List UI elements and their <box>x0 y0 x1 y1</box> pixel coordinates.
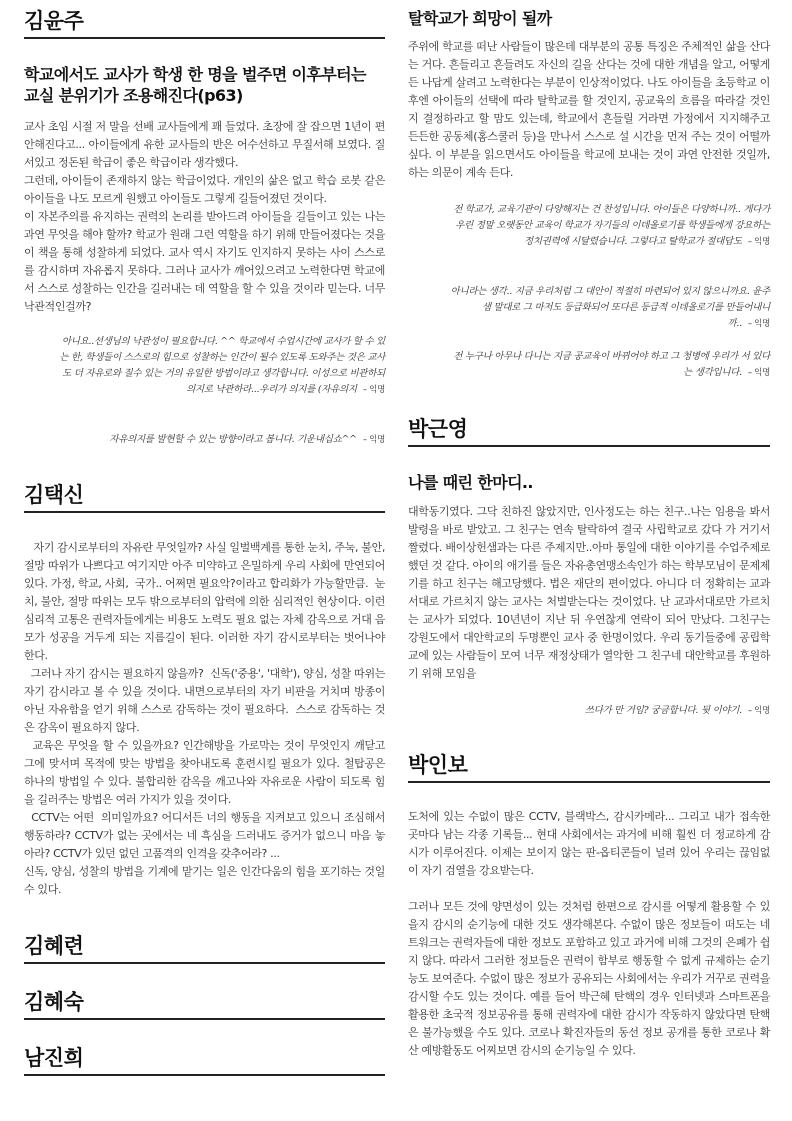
post-body-text: 교사 초임 시절 저 말을 선배 교사들에게 꽤 들었다. 초장에 잘 잡으면 1년이 편안해진다고... 아이들에게 유한 교사들의 반은 어수선하고 무질서해 보였다. 질서있고 정돈된 학급이 좋은 학급이라 생각했다. 그런데, 아이들이 존재하지 않는 학급이었다. 개인의 삶은 없고 학습 로봇 같은 아이들을 나도 모르게 원했고 아이들도 그렇게 길들어졌던 것이다. 이 자본주의를 유지하는 권력의 논리를 받아드려 아이들을 길들이고 있는 나는 과연 무엇을 해야 할까? 학교가 원래 그런 역할을 하기 위해 만들어졌다는 것을 이 책을 통해 성찰하게 되었다. 교사 역시 자기도 인지하지 못하는 사이 스스로를 감시하며 자유롭지 못하다. 그러나 교사가 깨어있으려고 노력한다면 학교에서 스스로 성찰하는 인간을 길러내는 데 역할을 할 수 있을 것이라 믿는다. 너무 낙관적인걸까? <box>24 120 385 313</box>
comment-author: – 익명 <box>747 319 770 329</box>
post-body <box>408 808 774 880</box>
section-heading: 박근영 <box>408 416 770 447</box>
section-park-geunyoung <box>408 416 770 447</box>
section-heading: 김혜숙 <box>24 989 385 1020</box>
post-title-text: 학교에서도 교사가 학생 한 명을 벌주면 이후부터는 교실 분위기가 조용해진다(p63) <box>24 65 366 105</box>
comment-text: 아니요..선생님의 낙관성이 필요합니다. ^^ 학교에서 수업시간에 교사가 할 수 있는 한, 학생들이 스스로의 힘으로 성찰하는 인간이 될수 있도록 도와주는 것은 교사도 더 자유로와 질수 있는 거의 유일한 방법이라고 생각합니다. 이성으로 비관하되 의지로 낙관하라...우리가 의지를 (자유의지 – 익명 <box>59 336 385 395</box>
section-heading: 김택신 <box>24 482 385 513</box>
post-title <box>24 64 385 106</box>
comment-author: – 익명 <box>747 237 770 247</box>
comment-text: 쓰다가 만 거임? 궁금합니다. 뒷 이야기. – 익명 <box>584 705 770 716</box>
post-body <box>24 118 385 316</box>
comment-author: – 익명 <box>362 385 385 395</box>
post-body-text: 대학동기였다. 그닥 친하진 않았지만, 인사정도는 하는 친구..나는 임용을 봐서 발령을 바로 받았고. 그 친구는 연속 탈락하여 결국 사립학교로 갔다 가 거기서 짤렸다. 배이상헌샘과는 다른 주제지만..아마 통일에 대한 이야기를 수업주제로 했던 것 같다. 아이의 애기를 들은 자유총연맹소속인가 하는 학부모님이 문제제기를 하고 친구는 해고당했다. 법은 재단의 편이었다. 아니다 더 정확히는 교과서대로 가르치지 않는 교사는 처벌받는다는 것이었다. 난 교과서대로만 가르치는 교사가 되었다. 10년년이 지난 뒤 우연찮게 연락이 되어 만났다. 그친구는 강원도에서 대안학교의 두명뿐인 교사 중 한명이었다. 우리 동기들중에 공립학교에 있는 사람들이 모여 너무 재정상태가 열악한 그 친구네 대안학교를 후원하기 위해 모임을 <box>408 505 774 680</box>
section-heading: 남진희 <box>24 1045 385 1076</box>
comment-author: – 익명 <box>747 368 770 378</box>
comment-author: – 익명 <box>747 706 770 716</box>
section-heading: 김윤주 <box>24 8 385 39</box>
post-body <box>408 898 774 1060</box>
comment-author: – 익명 <box>362 435 385 445</box>
comment-text: 전 누구나 아무나 다니는 지금 공교육이 바뀌어야 하고 그 청병에 우리가 서 있다는 생각입니다. – 익명 <box>453 351 770 378</box>
comment-text: 자유의지를 발현할 수 있는 방향이라고 봅니다. 기운내십쇼^^ – 익명 <box>109 434 385 445</box>
post-body <box>408 38 774 182</box>
section-heading: 김혜련 <box>24 933 385 964</box>
post-title-text: 탈학교가 희망이 될까 <box>408 9 552 28</box>
comment <box>408 703 770 719</box>
post-body-text: 도처에 있는 수없이 많은 CCTV, 블랙박스, 감시카메라... 그리고 내가 접속한 곳마다 남는 각종 기록들... 현대 사회에서는 과거에 비해 훨씬 더 정교하게 감시가 이루어진다. 이제는 보이지 않는 판-옵티콘들이 널려 있어 우리는 끊임없이 자기 검열을 강요받는다. <box>408 810 774 877</box>
post-body-text: 그러나 모든 것에 양면성이 있는 것처럼 한편으로 감시를 어떻게 활용할 수 있을지 감시의 순기능에 대한 것도 생각해본다. 수없이 많은 정보들이 떠도는 네트워크는 권력자들에 대한 정보도 포함하고 있고 과거에 비해 그것의 은폐가 쉽지 않다. 따라서 그러한 정보들은 권력이 함부로 행동할 수 없게 규제하는 순기능도 보여준다. 수없이 많은 정보가 공유되는 사회에서는 우리가 거꾸로 권력을 감시할 수도 있는 것이다. 예를 들어 박근혜 탄핵의 경우 인터넷과 스마트폰을 활용한 초국적 정보공유를 통해 권력자에 대한 감시가 작동하지 않았다면 탄핵은 불가능했을 수도 있다. 코로나 확진자들의 동선 정보 공개를 통한 코로나 확산 예방활동도 어찌보면 감시의 순기능일 수 있다. <box>408 900 774 1057</box>
comment <box>54 334 385 398</box>
section-kim-hyeryeon <box>24 933 385 964</box>
section-heading: 박인보 <box>408 752 770 783</box>
comment <box>448 202 770 250</box>
post-title <box>408 472 770 493</box>
comment-text: 전 학교가, 교육기관이 다양해지는 건 찬성입니다. 아이들은 다양하니까.. 게다가 우린 정말 오랫동안 교육이 학교가 자기들의 이데올로기를 학생들에게 강요하는 정치권력에 시달렸습니다. 그렇다고 탈학교가 절대답도 – 익명 <box>453 204 770 247</box>
post-body-text: 주위에 학교를 떠난 사람들이 많은데 대부분의 공통 특징은 주체적인 삶을 산다는 거다. 흔들리고 흔들려도 자신의 길을 산다는 것에 대한 개념을 알고, 어떻게든 나답게 살려고 노력한다는 부분이 인상적이었다. 나도 아이들을 초등학교 이후엔 아이들의 선택에 따라 탈학교를 할 것인지, 공교육의 흐름을 따라갈 것인지 결정하라고 할 맘도 있는데, 학교에서 흔들릴 거라면 가정에서 지지해주고 든든한 공동체(홈스쿨러 등)을 만나서 스스로 설 시간을 먼저 주는 것이 어떨까 싶다. 이 부분을 읽으면서도 아이들을 학교에 보내는 것이 과연 안전한 것일까, 하는 의문이 계속 든다. <box>408 40 774 179</box>
section-nam-jinhui <box>24 1045 385 1076</box>
section-park-inbo <box>408 752 770 783</box>
comment-text: 아니라는 생각.. 지금 우리처럼 그 대안이 적절히 마련되어 있지 않으니까요. 윤주샘 말대로 그 마저도 등급화되어 또다른 등급적 이데올로기를 만들어내니까.. – 익명 <box>450 286 770 329</box>
comment <box>448 349 770 381</box>
post-body-text: 자기 감시로부터의 자유란 무엇일까? 사실 일벌백계를 통한 눈치, 주눅, 불안, 절망 따위가 나쁘다고 여기지만 아주 미약하고 은밀하게 우리 사회에 만연되어 있다. 가정, 학교, 사회, 국가.. 어쩌면 필요악?이라고 합리화가 가능할만큼. 눈치, 불안, 절망 따위는 모두 밖으로부터의 압력에 의한 심리적인 현상이다. 이런 심리적 고통은 권력자들에게는 비용도 노력도 필요 없는 자체 감옥으로 거대 음모가 성공을 거두게 되는 지름길이 된다. 이러한 자기 감시로부터는 벗어나야 한다. 그러나 자기 감시는 필요하지 않을까? 신독('중용', '대학'), 양심, 성찰 따위는 자기 감시라고 볼 수 있을 것이다. 내면으로부터의 자기 비판을 거치며 방종이 아닌 자유함을 얻기 위해 스스로 감독하는 것이 필요하다. 스스로 감독하는 것은 감옥이 필요하지 않다. 교육은 무엇을 할 수 있을까요? 인간해방을 가로막는 것이 무엇인지 깨닫고 그에 맞서며 목적에 맞는 방법을 찾아내도록 훈련시킬 필요가 있다. 철탑공은 하나의 방법일 수 있다. 불합리한 감옥을 깨고나와 자유로운 사람이 되도록 힘을 길러주는 방법은 여러 가지가 있을 것이다. CCTV는 어떤 의미일까요? 어디서든 너의 행동을 지켜보고 있으니 조심해서 행동하라? CCTV가 없는 곳에서는 네 흑심을 드러내도 증거가 없으니 마음 놓아라? CCTV가 있던 없던 고품격의 인격을 갖추어라? ... 신독, 양심, 성찰의 방법을 기계에 맡기는 일은 인간다움의 힘을 포기하는 것일 수 있다. <box>24 541 386 896</box>
comment <box>448 284 770 332</box>
post-body <box>24 539 385 899</box>
section-kim-taeksin <box>24 482 385 513</box>
section-kim-yunju <box>24 8 385 39</box>
section-kim-hyesuk <box>24 989 385 1020</box>
post-title <box>408 8 770 29</box>
post-title-text: 나를 때린 한마디.. <box>408 473 533 492</box>
comment <box>24 432 385 448</box>
post-body <box>408 503 774 683</box>
